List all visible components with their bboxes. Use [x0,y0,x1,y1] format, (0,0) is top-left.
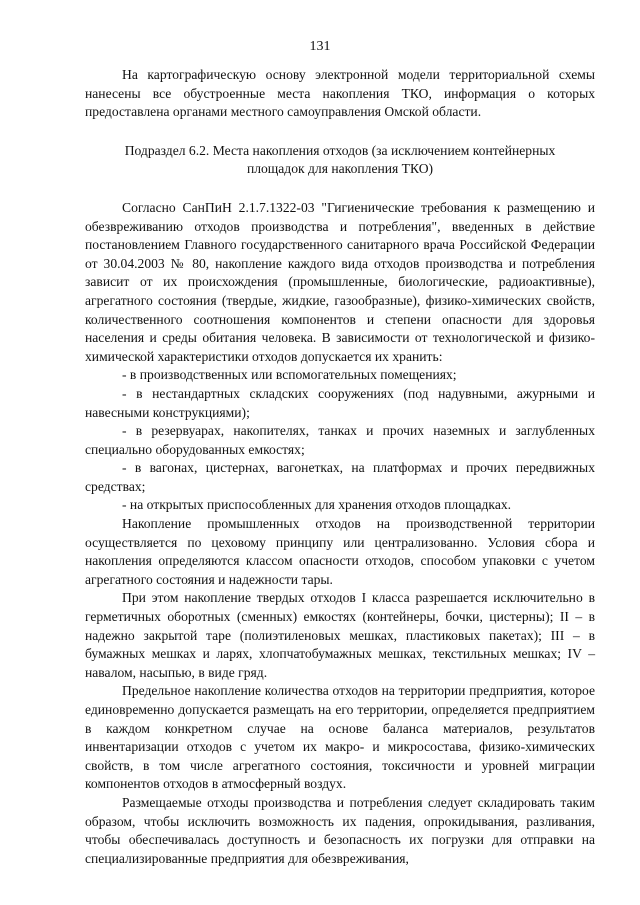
page-number: 131 [309,39,331,54]
page-body [85,66,595,868]
list-item: - в производственных или вспомогательных помещениях; [122,367,457,383]
limit-accumulation-paragraph: Предельное накопление количества отходов на территории предприятия, которое единовременно допускается размещать на его территории, определяется предприятием в каждом конкретном случае на основе баланса материалов, результатов инвентаризации отходов с учетом их макро- и микросостава, физико-химических свойств, в том числе агрегатного состояния, токсичности и уровней миграции компонентов отходов в атмосферный воздух. [85,683,595,792]
industrial-waste-paragraph: Накопление промышленных отходов на производственной территории осуществляется по цеховому принципу или централизованно. Условия сбора и накопления определяются классом опасности отходов, способом упаковки с учетом агрегатного состояния и надежности тары. [85,516,595,587]
subsection-heading: Подраздел 6.2. Места накопления отходов (за исключением контейнерных площадок для накопления ТКО) [124,142,556,177]
hazard-class-paragraph: При этом накопление твердых отходов I класса разрешается исключительно в герметичных оборотных (сменных) емкостях (контейнеры, бочки, цистерны); II – в надежно закрытой таре (полиэтиленовых мешках, пластиковых пакетах); III – в бумажных мешках и ларях, хлопчатобумажных мешках, текстильных мешках; IV – навалом, насыпью, в виде гряд. [85,590,595,680]
list-item: - на открытых приспособленных для хранения отходов площадках. [122,497,512,513]
storage-paragraph: Размещаемые отходы производства и потребления следует складировать таким образом, чтобы исключить возможность их падения, опрокидывания, разливания, чтобы обеспечивалась доступность и безопасность их погрузки для отправки на специализированные предприятия для обезвреживания, [85,794,595,866]
sanpin-paragraph: Согласно СанПиН 2.1.7.1322-03 "Гигиенические требования к размещению и обезвреживанию отходов производства и потребления", введенных в действие постановлением Главного государственного санитарного врача Российской Федерации от 30.04.2003 № 80, накопление каждого вида отходов производства и потребления зависит от их происхождения (промышленные, биологические, радиоактивные), агрегатного состояния (твердые, жидкие, газообразные), физико-химических свойств, количественного соотношения компонентов и степени опасности для здоровья населения и среды обитания человека. В зависимости от технологической и физико-химической характеристики отходов допускается их хранить: [85,199,595,364]
list-item: - в резервуарах, накопителях, танках и прочих наземных и заглубленных специально оборудованных емкостях; [85,423,595,457]
list-item: - в вагонах, цистернах, вагонетках, на платформах и прочих передвижных средствах; [85,460,595,494]
list-item: - в нестандартных складских сооружениях (под надувными, ажурными и навесными конструкциями); [85,385,595,420]
intro-paragraph: На картографическую основу электронной модели территориальной схемы нанесены все обустроенные места накопления ТКО, информация о которых предоставлена органами местного самоуправления Омской области. [85,67,595,120]
